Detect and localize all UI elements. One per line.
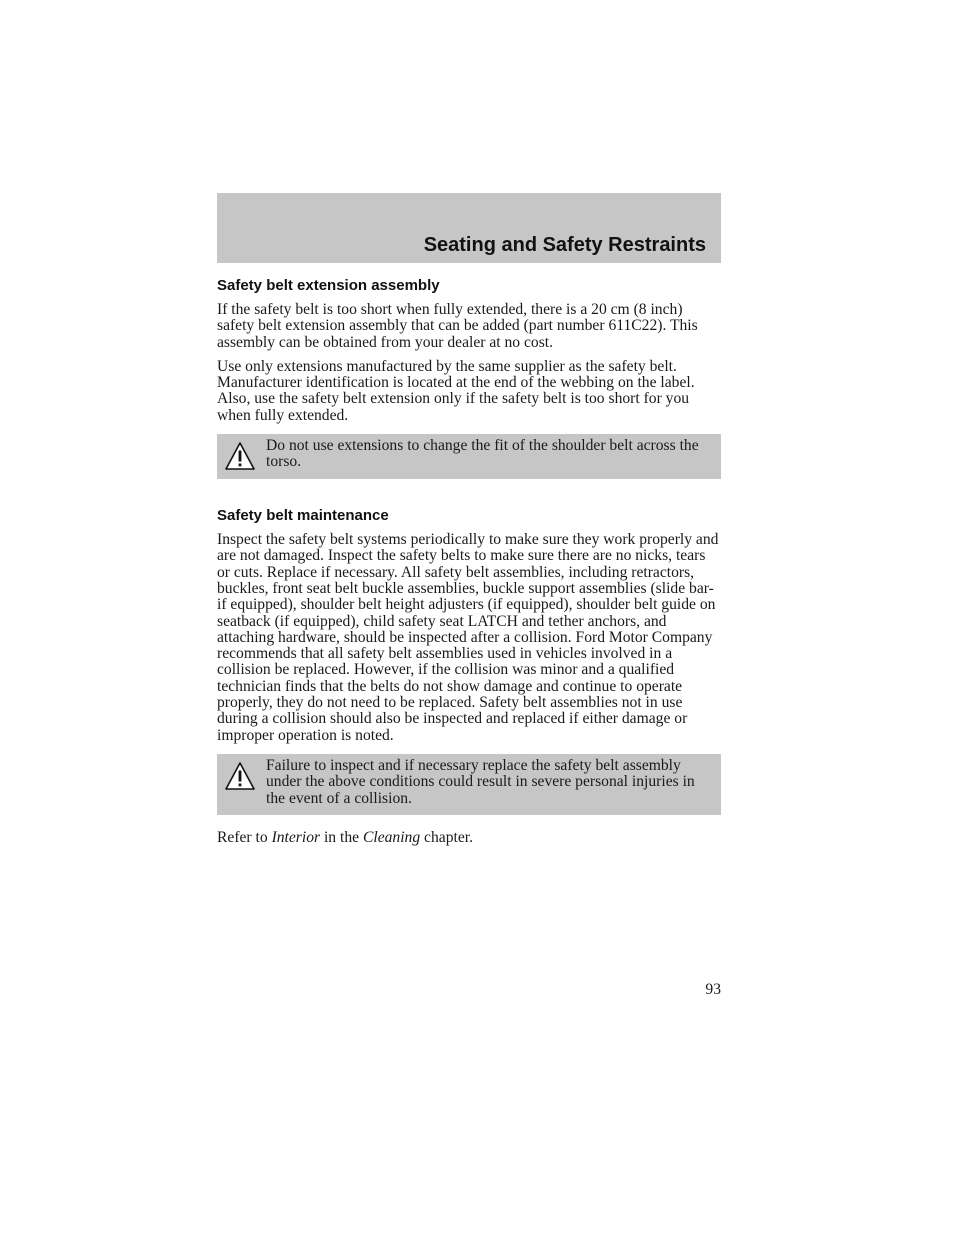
- warning-triangle-icon: [224, 441, 256, 471]
- warning-box: [217, 434, 721, 479]
- warning-triangle-icon: [224, 761, 256, 791]
- refer-middle: in the: [320, 828, 363, 846]
- body-paragraph: Inspect the safety belt systems periodically to make sure they work properly and are not damaged. Inspect the safety belts to make sure there are no nicks, tears or cuts. Replace if necessary. All safety belt assemblies, including retractors, buckles, front seat belt buckle assemblies, buckle support assemblies (slide bar-if equipped), shoulder belt height adjusters (if equipped), shoulder belt guide on seatback (if equipped), child safety seat LATCH and tether anchors, and attaching hardware, should be inspected after a collision. Ford Motor Company recommends that all safety belt assemblies used in vehicles involved in a collision be replaced. However, if the collision was minor and a qualified technician finds that the belts do not show damage and continue to operate properly, they do not need to be replaced. Safety belt assemblies not in use during a collision should also be inspected and replaced if either damage or improper operation is noted.: [217, 531, 719, 744]
- page-number: 93: [705, 981, 721, 998]
- section-maintenance: [217, 506, 721, 815]
- chapter-title: Seating and Safety Restraints: [423, 234, 706, 256]
- refer-paragraph: [217, 830, 721, 846]
- refer-interior: Interior: [271, 828, 321, 846]
- refer-cleaning: Cleaning: [362, 828, 421, 846]
- section-heading: Safety belt extension assembly: [217, 277, 440, 294]
- section-heading: Safety belt maintenance: [217, 507, 389, 525]
- refer-prefix: Refer to: [217, 828, 272, 846]
- section-extension-assembly: [217, 276, 721, 479]
- warning-box: [217, 754, 721, 815]
- body-paragraph: Use only extensions manufactured by the same supplier as the safety belt. Manufacturer identification is located at the end of the webbing on the label. Also, use the safety belt extension only if the safety belt is too short for you when fully extended.: [217, 357, 695, 424]
- chapter-header-band: [217, 193, 721, 263]
- warning-text: Failure to inspect and if necessary replace the safety belt assembly under the above conditions could result in severe personal injuries in the event of a collision.: [266, 756, 695, 807]
- body-paragraph: If the safety belt is too short when fully extended, there is a 20 cm (8 inch) safety belt extension assembly that can be added (part number 611C22). This assembly can be obtained from your dealer at no cost.: [217, 301, 698, 351]
- warning-text: Do not use extensions to change the fit of the shoulder belt across the torso.: [266, 437, 699, 471]
- refer-suffix: chapter.: [420, 828, 473, 846]
- page-content: [217, 276, 721, 854]
